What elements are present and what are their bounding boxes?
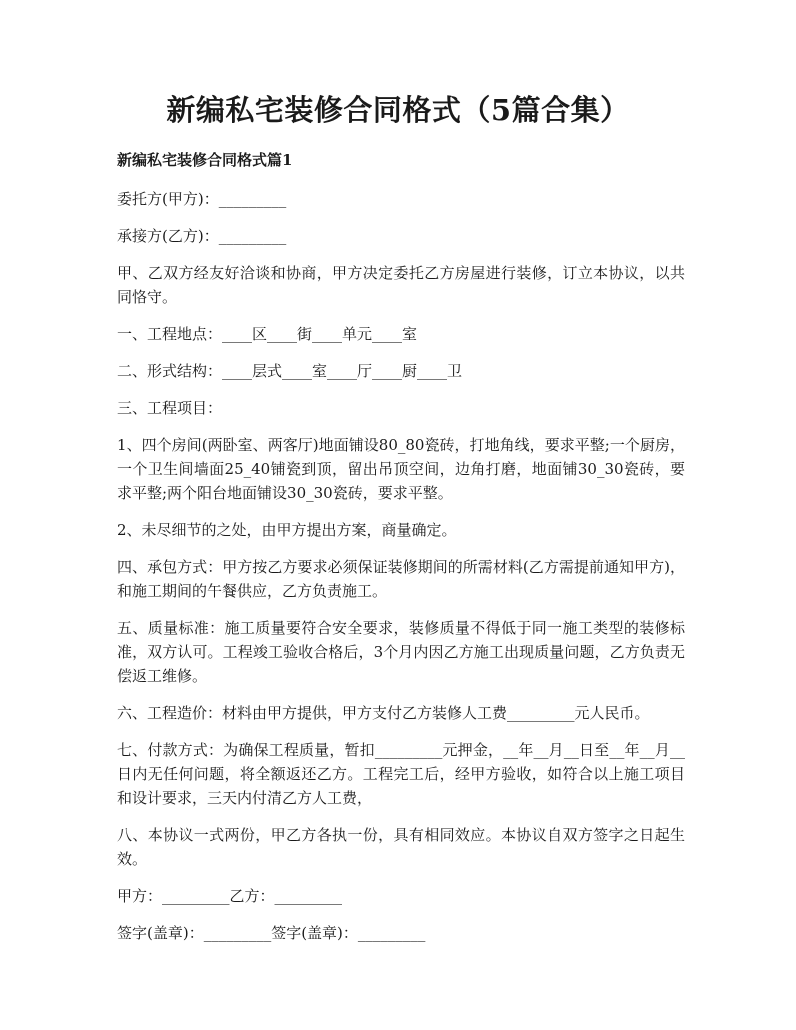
clause-project-heading: 三、工程项目：: [117, 399, 223, 417]
clause-payment-method: 七、付款方式：为确保工程质量，暂扣_________元押金，__年__月__日至__年__月__日内无任何问题，将全额返还乙方。工程完工后，经甲方验收，如符合以上施工项目和设计要求，三天内付清乙方人工费，: [117, 741, 685, 807]
clause-location: 一、工程地点：____区____街____单元____室: [117, 325, 418, 343]
clause-copies: 八、本协议一式两份，甲乙方各执一份，具有相同效应。本协议自双方签字之日起生效。: [117, 826, 685, 868]
seal-signature-line: 签字(盖章)：_________签字(盖章)：_________: [117, 924, 426, 942]
clause-project-cost: 六、工程造价：材料由甲方提供，甲方支付乙方装修人工费_________元人民币。: [117, 704, 650, 722]
preamble-paragraph: 甲、乙双方经友好洽谈和协商，甲方决定委托乙方房屋进行装修，订立本协议，以共同恪守。: [117, 264, 685, 306]
client-party-line: 委托方(甲方)：_________: [117, 190, 287, 208]
clause-project-item-1: 1、四个房间(两卧室、两客厅)地面铺设80_80瓷砖，打地角线，要求平整;一个厨房，一个卫生间墙面25_40铺瓷到顶，留出吊顶空间，边角打磨，地面铺30_30瓷砖，要求平整;两个阳台地面铺设30_30瓷砖，要求平整。: [117, 436, 685, 502]
document-body: [117, 148, 685, 958]
document-title: 新编私宅装修合同格式（5篇合集）: [166, 93, 630, 127]
clause-contract-method: 四、承包方式：甲方按乙方要求必须保证装修期间的所需材料(乙方需提前通知甲方)，和施工期间的午餐供应，乙方负责施工。: [117, 558, 685, 600]
contractor-party-line: 承接方(乙方)：_________: [117, 227, 287, 245]
section-heading: 新编私宅装修合同格式篇1: [117, 151, 293, 169]
clause-project-item-2: 2、未尽细节的之处，由甲方提出方案，商量确定。: [117, 521, 457, 539]
clause-structure: 二、形式结构：____层式____室____厅____厨____卫: [117, 362, 463, 380]
clause-quality-standard: 五、质量标准：施工质量要符合安全要求，装修质量不得低于同一施工类型的装修标准，双方认可。工程竣工验收合格后，3个月内因乙方施工出现质量问题，乙方负责无偿返工维修。: [117, 619, 685, 685]
party-signature-line: 甲方：_________乙方：_________: [117, 887, 343, 905]
